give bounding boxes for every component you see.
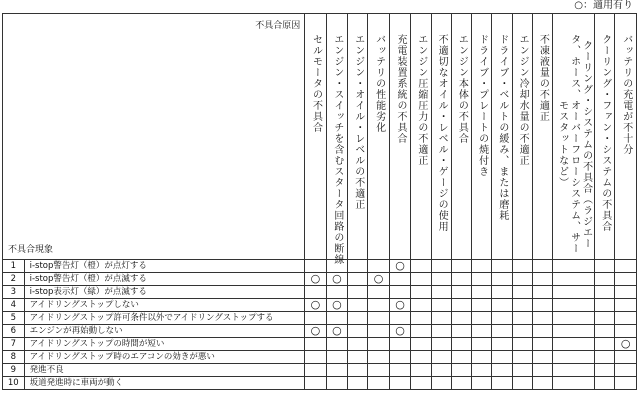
table-row [3, 325, 637, 338]
phenomenon-label: 不具合現象 [8, 245, 54, 255]
row-number: 5 [3, 312, 25, 325]
cause-column-header [595, 14, 615, 260]
applicability-cell: ○ [326, 273, 347, 286]
applicability-cell [368, 286, 389, 299]
legend-applicable: ○：適用有り [574, 0, 633, 11]
applicability-cell [389, 273, 410, 286]
applicability-cell [553, 325, 595, 338]
phenomenon-description: アイドリングストップしない [24, 299, 305, 312]
cause-phenomenon-table [2, 13, 637, 390]
applicability-cell [492, 312, 512, 325]
applicability-cell [368, 312, 389, 325]
cause-column-label: エンジン圧縮圧力の不適正 [415, 34, 427, 166]
cause-column-header [305, 14, 326, 260]
applicability-cell [431, 273, 451, 286]
applicability-cell [512, 351, 532, 364]
applicability-cell [492, 338, 512, 351]
table-row [3, 351, 637, 364]
applicability-cell [595, 312, 615, 325]
cause-column-header [451, 14, 471, 260]
row-number: 1 [3, 260, 25, 273]
applicability-cell [472, 312, 492, 325]
cause-column-label: ドライブ・ベルトの緩み、または磨耗 [496, 34, 508, 221]
applicability-cell [512, 338, 532, 351]
applicability-cell [472, 377, 492, 390]
cause-column-header [348, 14, 368, 260]
applicability-cell [348, 260, 368, 273]
applicability-cell [348, 299, 368, 312]
applicability-cell [305, 351, 326, 364]
cause-label: 不具合原因 [255, 21, 301, 31]
applicability-cell [326, 312, 347, 325]
applicability-cell [615, 351, 637, 364]
applicability-cell [532, 338, 552, 351]
applicability-cell [512, 325, 532, 338]
applicability-cell [368, 260, 389, 273]
table-row [3, 273, 637, 286]
applicability-cell [451, 351, 471, 364]
applicability-cell [411, 312, 431, 325]
applicability-cell [553, 351, 595, 364]
applicability-cell [492, 260, 512, 273]
applicability-cell [512, 364, 532, 377]
cause-column-label: 不適切なオイル・レベル・ゲージの使用 [436, 34, 448, 232]
applicability-cell [615, 312, 637, 325]
applicability-cell [368, 299, 389, 312]
cause-column-header [615, 14, 637, 260]
applicability-cell [389, 312, 410, 325]
cause-column-label: バッテリの性能劣化 [373, 34, 385, 133]
applicability-cell [411, 325, 431, 338]
applicability-cell [595, 338, 615, 351]
applicability-cell [472, 351, 492, 364]
applicability-cell [595, 260, 615, 273]
table-row [3, 338, 637, 351]
applicability-cell [492, 299, 512, 312]
applicability-cell [389, 351, 410, 364]
cause-column-header [326, 14, 347, 265]
applicability-cell [472, 338, 492, 351]
applicability-cell [472, 299, 492, 312]
applicability-cell [532, 325, 552, 338]
applicability-cell [431, 325, 451, 338]
row-number: 7 [3, 338, 25, 351]
applicability-cell [348, 312, 368, 325]
applicability-cell [326, 377, 347, 390]
applicability-cell [492, 325, 512, 338]
phenomenon-description: アイドリングストップの時間が短い [24, 338, 305, 351]
applicability-cell [451, 377, 471, 390]
applicability-cell [615, 273, 637, 286]
cause-column-label: 充電装置系統の不具合 [395, 34, 407, 144]
row-number: 3 [3, 286, 25, 299]
applicability-cell [553, 260, 595, 273]
applicability-cell [431, 260, 451, 273]
applicability-cell [451, 312, 471, 325]
applicability-cell [411, 377, 431, 390]
applicability-cell [512, 273, 532, 286]
cause-column-label: バッテリの充電が不十分 [620, 34, 632, 155]
cause-column-label: 不凍液量の不適正 [537, 34, 549, 122]
applicability-cell [368, 351, 389, 364]
applicability-cell [553, 312, 595, 325]
applicability-cell [348, 351, 368, 364]
applicability-cell [305, 364, 326, 377]
applicability-cell: ○ [326, 325, 347, 338]
header-row [3, 14, 637, 260]
applicability-cell [451, 260, 471, 273]
applicability-cell [553, 377, 595, 390]
applicability-cell [411, 260, 431, 273]
applicability-cell [595, 286, 615, 299]
cause-column-header [512, 14, 532, 260]
applicability-cell [595, 299, 615, 312]
applicability-cell [348, 273, 368, 286]
applicability-cell [553, 273, 595, 286]
applicability-cell [512, 260, 532, 273]
applicability-cell: ○ [305, 273, 326, 286]
applicability-cell [553, 299, 595, 312]
applicability-cell [472, 286, 492, 299]
applicability-cell [305, 260, 326, 273]
applicability-cell: ○ [305, 299, 326, 312]
applicability-cell [472, 260, 492, 273]
applicability-cell [451, 338, 471, 351]
applicability-cell [389, 286, 410, 299]
table-row [3, 260, 637, 273]
applicability-cell [389, 377, 410, 390]
applicability-cell [615, 364, 637, 377]
applicability-cell [615, 299, 637, 312]
applicability-cell [389, 338, 410, 351]
applicability-cell [532, 286, 552, 299]
cause-column-label: ドライブ・プレートの焼付き [476, 34, 488, 177]
applicability-cell [472, 364, 492, 377]
applicability-cell [615, 260, 637, 273]
cause-column-label: エンジン・オイル・レベルの不適正 [352, 34, 364, 210]
applicability-cell [348, 338, 368, 351]
applicability-cell [411, 286, 431, 299]
applicability-cell [431, 377, 451, 390]
table-row [3, 299, 637, 312]
applicability-cell [512, 377, 532, 390]
applicability-cell [451, 299, 471, 312]
applicability-cell [472, 325, 492, 338]
corner-header-cell [3, 14, 305, 260]
cause-column-header [472, 14, 492, 260]
applicability-cell: ○ [389, 325, 410, 338]
row-number: 4 [3, 299, 25, 312]
row-number: 2 [3, 273, 25, 286]
applicability-cell [595, 351, 615, 364]
phenomenon-description: アイドリングストップ許可条件以外でアイドリングストップする [24, 312, 305, 325]
applicability-cell [431, 338, 451, 351]
applicability-cell [368, 325, 389, 338]
table-row [3, 364, 637, 377]
applicability-cell [368, 338, 389, 351]
applicability-cell: ○ [389, 299, 410, 312]
applicability-cell [492, 377, 512, 390]
applicability-cell [411, 364, 431, 377]
cause-column-label: エンジン・スイッチを含むスタータ回路の断線 [331, 34, 343, 265]
applicability-cell [431, 286, 451, 299]
applicability-cell [326, 286, 347, 299]
applicability-cell [595, 325, 615, 338]
applicability-cell [389, 364, 410, 377]
applicability-cell [431, 299, 451, 312]
applicability-cell [512, 299, 532, 312]
phenomenon-description: i-stop警告灯（橙）が点灯する [24, 260, 305, 273]
applicability-cell [348, 364, 368, 377]
applicability-cell [615, 325, 637, 338]
applicability-cell [472, 273, 492, 286]
applicability-cell [595, 377, 615, 390]
applicability-cell [451, 286, 471, 299]
applicability-cell: ○ [305, 325, 326, 338]
applicability-cell [305, 312, 326, 325]
applicability-cell [431, 351, 451, 364]
table-row [3, 377, 637, 390]
applicability-cell [532, 299, 552, 312]
applicability-cell [451, 273, 471, 286]
phenomenon-description: 坂道発進時に車両が動く [24, 377, 305, 390]
cause-column-header [431, 14, 451, 260]
cause-column-header [389, 14, 410, 260]
applicability-cell [532, 377, 552, 390]
applicability-cell [532, 312, 552, 325]
applicability-cell [532, 273, 552, 286]
row-number: 9 [3, 364, 25, 377]
applicability-cell: ○ [368, 273, 389, 286]
applicability-cell [553, 364, 595, 377]
applicability-cell [348, 325, 368, 338]
applicability-cell [326, 338, 347, 351]
applicability-cell: ○ [615, 338, 637, 351]
applicability-cell [451, 364, 471, 377]
applicability-cell [512, 312, 532, 325]
applicability-cell [532, 260, 552, 273]
row-number: 10 [3, 377, 25, 390]
applicability-cell [411, 273, 431, 286]
applicability-cell [326, 364, 347, 377]
cause-column-header [411, 14, 431, 260]
applicability-cell [431, 312, 451, 325]
applicability-cell [431, 364, 451, 377]
applicability-cell [615, 377, 637, 390]
applicability-cell [512, 286, 532, 299]
applicability-cell [553, 286, 595, 299]
row-number: 8 [3, 351, 25, 364]
applicability-cell [492, 286, 512, 299]
phenomenon-description: アイドリングストップ時のエアコンの効きが悪い [24, 351, 305, 364]
phenomenon-description: エンジンが再始動しない [24, 325, 305, 338]
cause-column-label: エンジン冷却水量の不適正 [517, 34, 529, 166]
applicability-cell [492, 273, 512, 286]
applicability-cell [451, 325, 471, 338]
applicability-cell [615, 286, 637, 299]
applicability-cell: ○ [389, 260, 410, 273]
applicability-cell [326, 351, 347, 364]
applicability-cell [348, 377, 368, 390]
applicability-cell [595, 364, 615, 377]
applicability-cell [348, 286, 368, 299]
phenomenon-description: i-stop表示灯（緑）が点滅する [24, 286, 305, 299]
applicability-cell [411, 299, 431, 312]
applicability-cell: ○ [326, 299, 347, 312]
cause-column-label: クーリング・システムの不具合（ラジエータ、ホース、オーバーフローシステム、サーモスタットなど） [556, 34, 592, 254]
cause-column-header [532, 14, 552, 260]
cause-column-header [553, 14, 595, 260]
applicability-cell [492, 351, 512, 364]
table-row [3, 312, 637, 325]
cause-column-label: エンジン本体の不具合 [456, 34, 468, 144]
applicability-cell [305, 338, 326, 351]
cause-column-header [492, 14, 512, 260]
applicability-cell [368, 364, 389, 377]
applicability-cell [532, 364, 552, 377]
applicability-cell [411, 338, 431, 351]
applicability-cell [305, 286, 326, 299]
phenomenon-description: i-stop警告灯（橙）が点滅する [24, 273, 305, 286]
applicability-cell [595, 273, 615, 286]
phenomenon-description: 発進不良 [24, 364, 305, 377]
cause-column-label: セルモータの不具合 [310, 34, 322, 133]
cause-column-header [368, 14, 389, 260]
table-row [3, 286, 637, 299]
table-body [3, 260, 637, 390]
row-number: 6 [3, 325, 25, 338]
applicability-cell [492, 364, 512, 377]
cause-column-label: クーリング・ファン・システムの不具合 [599, 34, 611, 232]
applicability-cell [368, 377, 389, 390]
applicability-cell [305, 377, 326, 390]
applicability-cell [553, 338, 595, 351]
applicability-cell [411, 351, 431, 364]
applicability-cell [532, 351, 552, 364]
